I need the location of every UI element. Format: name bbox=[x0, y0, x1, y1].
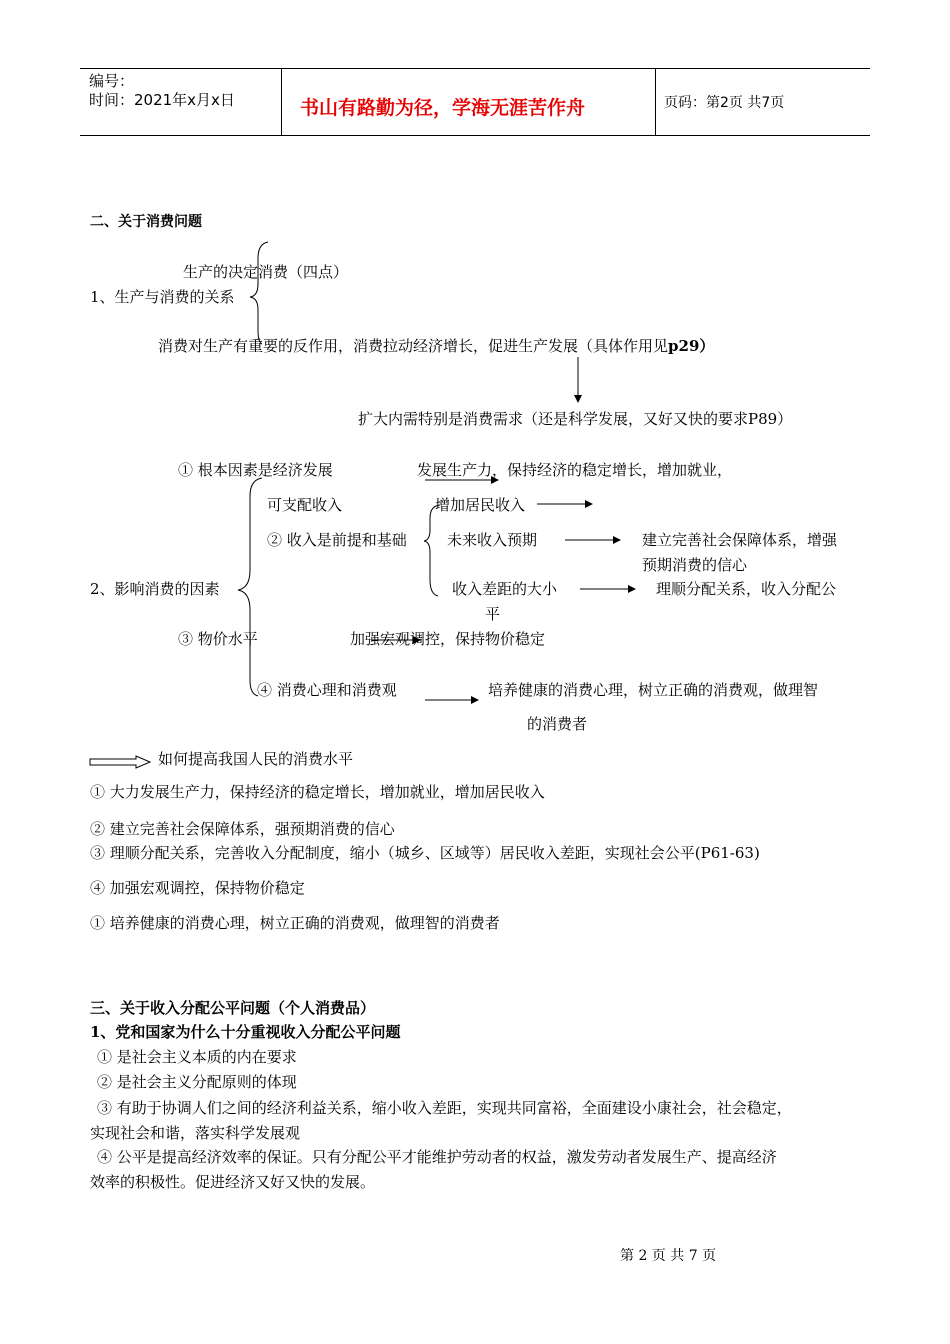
factor-3-measure: 加强宏观调控，保持物价稳定 bbox=[350, 630, 546, 648]
how-item: ① 培养健康的消费心理，树立正确的消费观，做理智的消费者 bbox=[90, 914, 500, 932]
answer-1: ① 是社会主义本质的内在要求 bbox=[97, 1048, 297, 1066]
factor-1: ① 根本因素是经济发展 bbox=[178, 461, 333, 479]
how-item: ④ 加强宏观调控，保持物价稳定 bbox=[90, 879, 305, 897]
item1-label: 1、生产与消费的关系 bbox=[90, 288, 235, 306]
income-gap-1: 收入差距的大小 bbox=[452, 580, 558, 598]
how-item: ③ 理顺分配关系，完善收入分配制度，缩小（城乡、区域等）居民收入差距，实现社会公平(P61-63) bbox=[90, 844, 760, 862]
factor-2: ② 收入是前提和基础 bbox=[267, 531, 407, 549]
number-label: 编号： bbox=[89, 72, 135, 90]
time-label: 时间：2021年x月x日 bbox=[89, 91, 235, 109]
brace-item1 bbox=[250, 242, 268, 344]
how-item: ② 建立完善社会保障体系，强预期消费的信心 bbox=[90, 820, 395, 838]
factor-3: ③ 物价水平 bbox=[178, 630, 258, 648]
section3-question: 1、党和国家为什么十分重视收入分配公平问题 bbox=[90, 1023, 401, 1041]
factor-4: ④ 消费心理和消费观 bbox=[257, 681, 397, 699]
future-income: 未来收入预期 bbox=[447, 531, 538, 549]
answer-3-line1: ③ 有助于协调人们之间的经济利益关系，缩小收入差距，实现共同富裕，全面建设小康社会，社会稳定， bbox=[97, 1099, 792, 1117]
section3-title: 三、关于收入分配公平问题（个人消费品） bbox=[90, 999, 376, 1017]
hollow-arrow bbox=[90, 756, 150, 768]
item1-branch-top: 生产的决定消费（四点） bbox=[183, 263, 349, 281]
how-title: 如何提高我国人民的消费水平 bbox=[158, 750, 354, 768]
gap-measure: 理顺分配关系，收入分配公 bbox=[656, 580, 837, 598]
answer-4-line1: ④ 公平是提高经济效率的保证。只有分配公平才能维护劳动者的权益，激发劳动者发展生产、提高经济 bbox=[97, 1148, 777, 1166]
item2-label: 2、影响消费的因素 bbox=[90, 580, 220, 598]
how-item: ① 大力发展生产力，保持经济的稳定增长，增加就业，增加居民收入 bbox=[90, 783, 545, 801]
income-gap-2: 平 bbox=[485, 605, 501, 623]
future-measure-2: 预期消费的信心 bbox=[642, 556, 748, 574]
factor-4-measure-1: 培养健康的消费心理，树立正确的消费观，做理智 bbox=[488, 681, 819, 699]
disposable-income: 可支配收入 bbox=[267, 496, 343, 514]
answer-4-line2: 效率的积极性。促进经济又好又快的发展。 bbox=[90, 1173, 376, 1191]
motto: 书山有路勤为径，学海无涯苦作舟 bbox=[300, 97, 586, 119]
page-label: 页码：第2页 共7页 bbox=[664, 95, 785, 111]
section2-title: 二、关于消费问题 bbox=[90, 214, 202, 230]
item1-result: 扩大内需特别是消费需求（还是科学发展，又好又快的要求P89） bbox=[358, 410, 793, 428]
answer-3-line2: 实现社会和谐，落实科学发展观 bbox=[90, 1124, 301, 1142]
footer-page-number: 第 2 页 共 7 页 bbox=[620, 1248, 717, 1264]
factor-1-measure: 发展生产力，保持经济的稳定增长，增加就业， bbox=[417, 461, 733, 479]
answer-2: ② 是社会主义分配原则的体现 bbox=[97, 1073, 297, 1091]
item1-branch-bottom: 消费对生产有重要的反作用，消费拉动经济增长，促进生产发展（具体作用见p29） bbox=[158, 337, 715, 355]
future-measure-1: 建立完善社会保障体系，增强 bbox=[642, 531, 838, 549]
brace-item2 bbox=[238, 478, 262, 696]
increase-income: 增加居民收入 bbox=[435, 496, 526, 514]
brace-income bbox=[424, 505, 440, 596]
factor-4-measure-2: 的消费者 bbox=[527, 715, 588, 733]
